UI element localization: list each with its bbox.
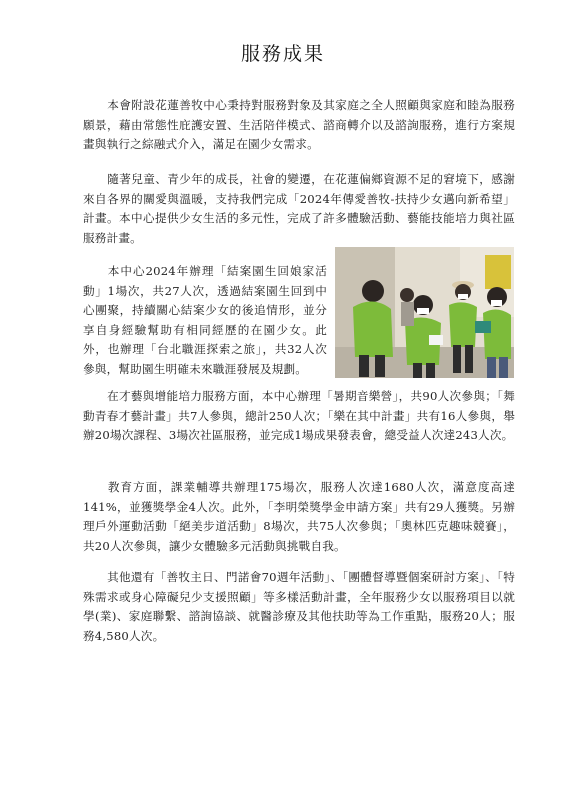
activity-photo	[335, 247, 514, 378]
paragraph-text: 本中心2024年辦理「結案園生回娘家活動」1場次，共27人次，透過結案園生回到中心團聚，持續關心結案少女的後追情形，並分享自身經驗幫助有相同經歷的在園少女。此外，也辦理「台北職涯探索之旅」，共32人次參與，幫助園生明確未來職涯發展及規劃。	[83, 264, 327, 376]
paragraph-text: 本會附設花蓮善牧中心秉持對服務對象及其家庭之全人照顧與家庭和睦為服務願景，藉由常態性庇護安置、生活陪伴模式、諮商轉介以及諮詢服務，進行方案規畫與執行之綜融式介入，滿足在園少女需求。	[83, 98, 515, 151]
activity-photo-illustration	[335, 247, 514, 378]
paragraph-text: 隨著兒童、青少年的成長，社會的變遷，在花蓮偏鄉資源不足的窘境下，感謝來自各界的關愛與溫暖，支持我們完成「2024年傳愛善牧-扶持少女邁向新希望」計畫。本中心提供少女生活的多元性，完成了許多體驗活動、藝能技能培力與社區服務計畫。	[83, 172, 515, 245]
paragraph-reunion	[83, 262, 327, 379]
page-title: 服務成果	[240, 43, 325, 65]
paragraph-education	[83, 478, 515, 556]
paragraph-text: 其他還有「善牧主日、門諾會70週年活動」、「團體督導暨個案研討方案」、「特殊需求或身心障礙兒少支援照顧」等多樣活動計畫，全年服務少女以服務項目以就學(業)、家庭聯繫、諮詢協談、就醫診療及其他扶助等為工作重點，服務20人；服務4,580人次。	[83, 570, 515, 643]
paragraph-intro	[83, 96, 515, 155]
paragraph-text: 教育方面，課業輔導共辦理175場次，服務人次達1680人次，滿意度高達141%，並獲獎學金4人次。此外，「李明榮獎學金申請方案」共有29人獲獎。另辦理戶外運動活動「絕美步道活動」8場次，共75人次參與；「奧林匹克趣味競賽」，共20人次參與，讓少女體驗多元活動與挑戰自我。	[83, 480, 515, 553]
paragraph-text: 在才藝與增能培力服務方面，本中心辦理「暑期音樂營」，共90人次參與；「舞動青春才藝計畫」共7人參與，總計250人次；「樂在其中計畫」共有16人參與，舉辦20場次課程、3場次社區服務，並完成1場成果發表會，總受益人次達243人次。	[83, 389, 515, 442]
paragraph-plan	[83, 170, 515, 248]
paragraph-other	[83, 568, 515, 646]
paragraph-talent	[83, 387, 515, 446]
